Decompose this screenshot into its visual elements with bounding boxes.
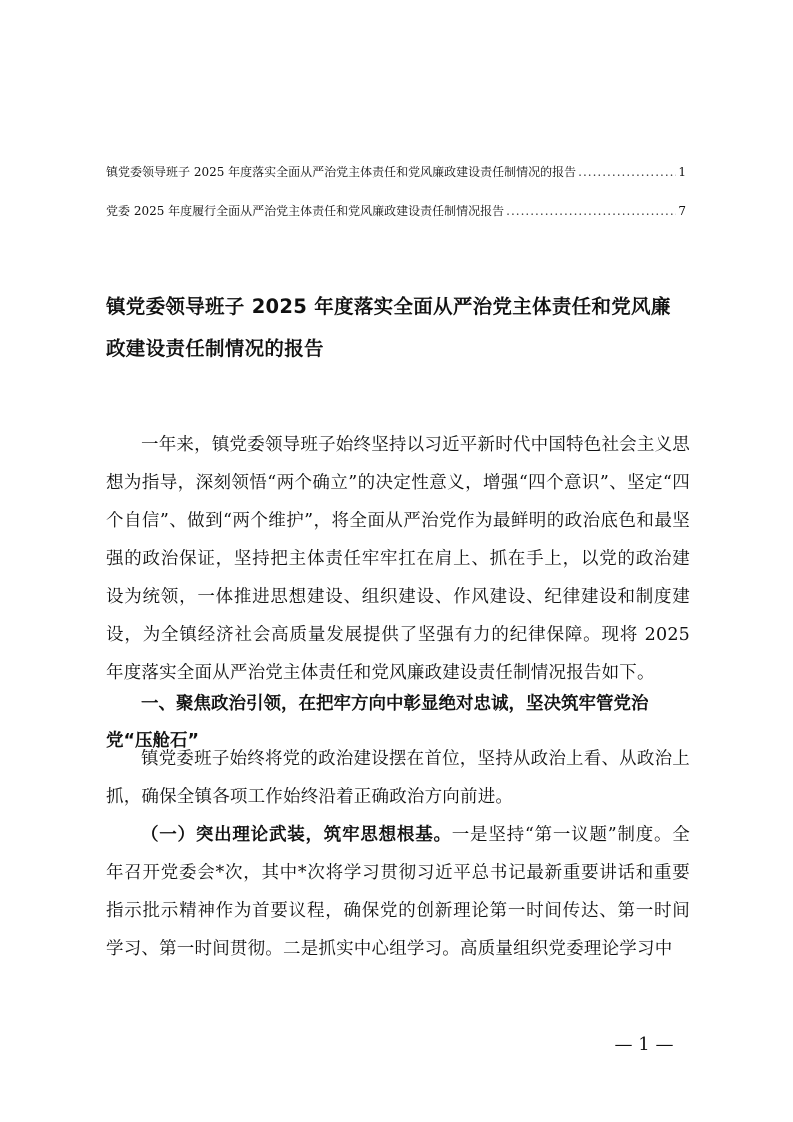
toc-entry[interactable] bbox=[106, 203, 686, 219]
toc-dot-leader bbox=[578, 164, 676, 180]
toc-dot-leader bbox=[506, 203, 676, 219]
document-title: 镇党委领导班子 2025 年度落实全面从严治党主体责任和党风廉政建设责任制情况的报告 bbox=[106, 295, 671, 360]
toc-entry-page: 1 bbox=[678, 165, 686, 179]
section-lead-paragraph: 镇党委班子始终将党的政治建设摆在首位，坚持从政治上看、从政治上抓，确保全镇各项工作始终沿着正确政治方向前进。 bbox=[106, 749, 690, 807]
toc-entry-page: 7 bbox=[678, 204, 686, 218]
toc-entry-title: 镇党委领导班子 2025 年度落实全面从严治党主体责任和党风廉政建设责任制情况的报告 bbox=[106, 165, 577, 179]
toc-entry[interactable] bbox=[106, 164, 686, 180]
intro-paragraph: 一年来，镇党委领导班子始终坚持以习近平新时代中国特色社会主义思想为指导，深刻领悟“两个确立”的决定性意义，增强“四个意识”、坚定“四个自信”、做到“两个维护”，将全面从严治党作为最鲜明的政治底色和最坚强的政治保证，坚持把主体责任牢牢扛在肩上、抓在手上，以党的政治建设为统领，一体推进思想建设、组织建设、作风建设、纪律建设和制度建设，为全镇经济社会高质量发展提供了坚强有力的纪律保障。现将 2025 年度落实全面从严治党主体责任和党风廉政建设责任制情况报告如下。 bbox=[106, 435, 690, 683]
page-number: — 1 — bbox=[614, 1034, 674, 1055]
section-heading: 一、聚焦政治引领，在把牢方向中彰显绝对忠诚，坚决筑牢管党治党“压舱石” bbox=[106, 694, 649, 751]
toc-entry-title: 党委 2025 年度履行全面从严治党主体责任和党风廉政建设责任制情况报告 bbox=[106, 204, 505, 218]
subsection-paragraph bbox=[106, 816, 690, 968]
subsection-text: 一是坚持“第一议题”制度。全年召开党委会*次，其中*次将学习贯彻习近平总书记最新重要讲话和重要指示批示精神作为首要议程，确保党的创新理论第一时间传达、第一时间学习、第一时间贯彻。二是抓实中心组学习。高质量组织党委理论学习中 bbox=[106, 825, 690, 959]
subsection-heading: （一）突出理论武装，筑牢思想根基。 bbox=[141, 825, 452, 845]
